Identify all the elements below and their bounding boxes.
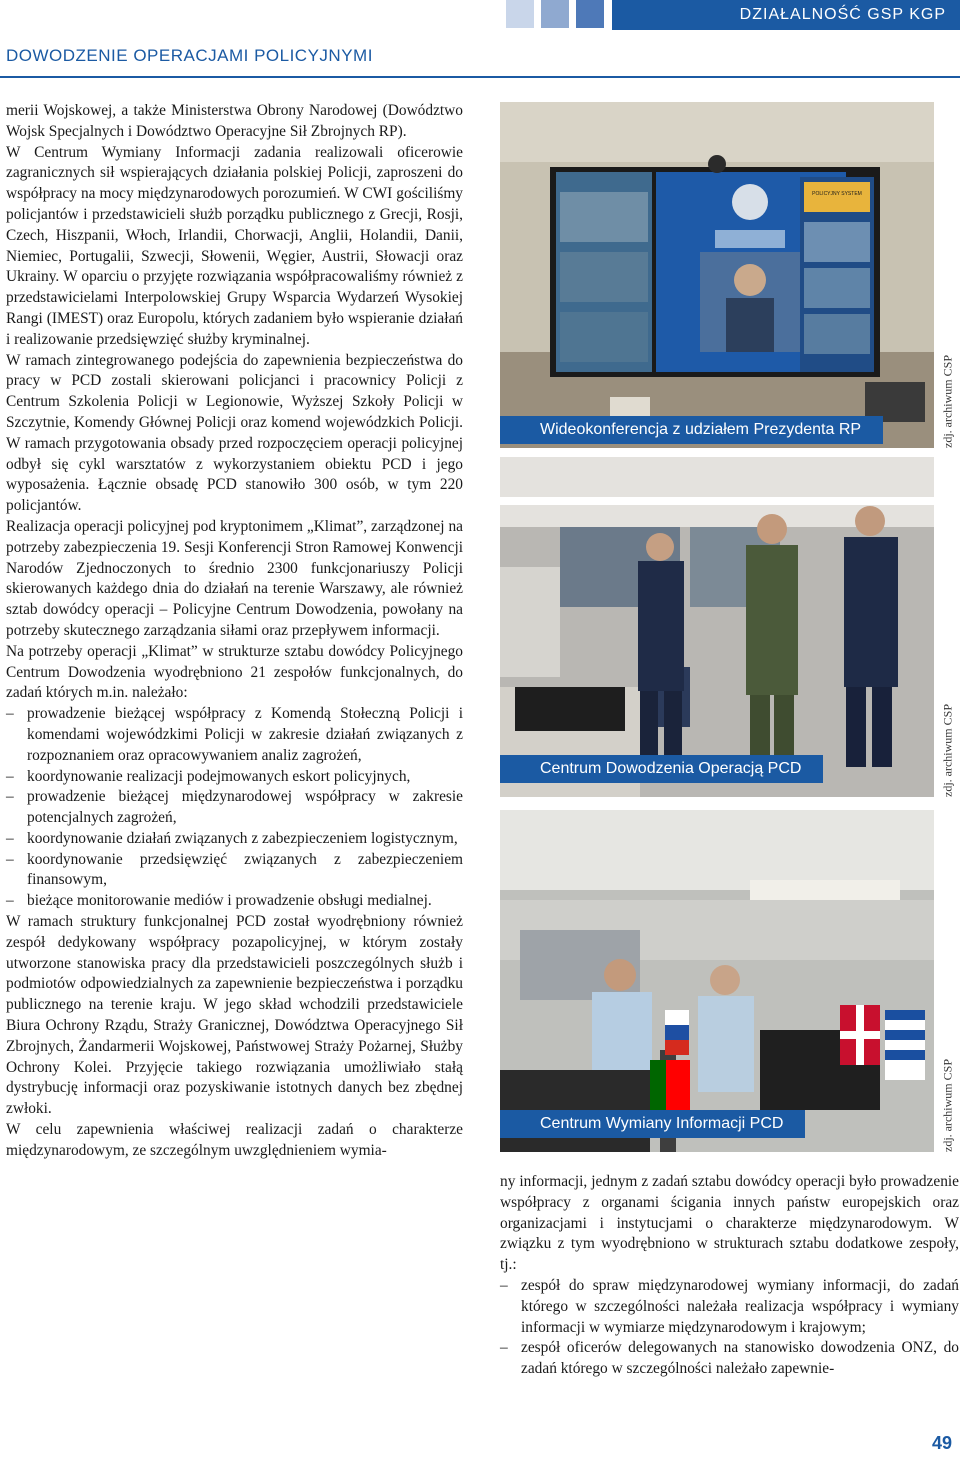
list-item: – koordynowanie realizacji podejmowanych eskort policyjnych, (6, 767, 463, 788)
decorative-square (541, 0, 569, 28)
list-item: – koordynowanie przedsięwzięć związanych z zabezpieczeniem finansowym, (6, 850, 463, 892)
photo-information-center (500, 810, 934, 1152)
paragraph: merii Wojskowej, a także Ministerstwa Obrony Narodowej (Dowództwo Wojsk Specjalnych i Dowództwo Operacyjne Sił Zbrojnych RP). (6, 102, 463, 140)
photo-videoconference (500, 102, 934, 448)
photo-credit: zdj. archiwum CSP (940, 704, 955, 797)
paragraph: ny informacji, jednym z zadań sztabu dowódcy operacji było prowadzenie współpracy z organami ścigania innych państw europejskich oraz organizacjami i instytucjami o charakterze międzynarodowym. W związku z tym wyodrębniono w strukturach sztabu dodatkowe zespoły, tj.: (500, 1173, 959, 1274)
photo-credit: zdj. archiwum CSP (940, 355, 955, 448)
paragraph: W Centrum Wymiany Informacji zadania realizowali oficerowie zagranicznych sił wspierających działania polskiej Policji, zaproszeni do współpracy na mocy międzynarodowych porozumień. W CWI gościliśmy policjantów i przedstawicieli służb porządku publicznego z Grecji, Rosji, Czech, Hiszpanii, Włoch, Irlandii, Chorwacji, Anglii, Holandii, Danii, Niemiec, Portugalii, Szwecji, Słowenii, Węgier, Austrii, Słowacji oraz Ukrainy. W oparciu o przyjęte rozwiązania współpracowaliśmy również z przedstawicielami Interpolowskiej Grupy Wsparcia Wydarzeń Wysokiej Rangi (IMEST) oraz Europolu, których zadaniem było wspieranie działań i realizowanie przedsięwzięć służby kryminalnej. (6, 143, 463, 348)
team-list (500, 1276, 959, 1380)
list-item: – zespół do spraw międzynarodowej wymiany informacji, do zadań którego w szczególności należała realizacja współpracy i wymiany informacji w wymiarze międzynarodowym i krajowym; (500, 1276, 959, 1338)
right-column (500, 1172, 959, 1380)
top-bar (0, 0, 960, 30)
paragraph: Na potrzeby operacji „Klimat” w strukturze sztabu dowódcy Policyjnego Centrum Dowodzenia wyodrębniono 21 zespołów funkcjonalnych, do zadań których m.in. należało: (6, 642, 463, 702)
task-list (6, 704, 463, 912)
list-item: – prowadzenie bieżącej współpracy z Komendą Stołeczną Policji i komendami wojewódzkimi Policji w zakresie działań związanych z rozpoznaniem oraz opracowywaniem analiz zagrożeń, (6, 704, 463, 766)
decorative-square (576, 0, 604, 28)
photo-caption: Wideokonferencja z udziałem Prezydenta RP (500, 416, 883, 444)
paragraph: W ramach struktury funkcjonalnej PCD został wyodrębniony również zespół dedykowany współpracy pozapolicyjnej, w którym zostały utworzone stanowiska pracy dla przedstawicieli poszczególnych służb i podmiotów odpowiedzialnych za zapewnienie bezpieczeństwa i porządku publicznego na terenie kraju. W jego skład wchodzili przedstawiciele Biura Ochrony Rządu, Straży Granicznej, Dowództwa Operacyjnego Sił Zbrojnych, Żandarmerii Wojskowej, Państwowej Straży Pożarnej, Służby Ochrony Kolei. Przyjęcie takiego rozwiązania umożliwiało stałą dystrybucję informacji oraz pozyskiwanie istotnych danych bez zbędnej zwłoki. (6, 913, 463, 1118)
list-item: – zespół oficerów delegowanych na stanowisko dowodzenia ONZ, do zadań którego w szczególności należało zapewnie- (500, 1338, 959, 1380)
paragraph: W celu zapewnienia właściwej realizacji zadań o charakterze międzynarodowym, ze szczególnym uwzględnieniem wymia- (6, 1121, 463, 1159)
paragraph: W ramach zintegrowanego podejścia do zapewnienia bezpieczeństwa do pracy w PCD zostali skierowani policjanci i pracownicy Policji z Centrum Szkolenia Policji w Legionowie, Wyższej Szkoły Policji w Szczytnie, Komendy Głównej Policji oraz komend wojewódzkich Policji. W ramach przygotowania obsady przed rozpoczęciem operacji policyjnej odbył się cykl warsztatów z wykorzystaniem obiektu PCD i jego wyposażenia. Łącznie obsadę PCD stanowiło 300 osób, w tym 220 policjantów. (6, 351, 463, 515)
list-item: – koordynowanie działań związanych z zabezpieczeniem logistycznym, (6, 829, 463, 850)
videoconference-photo (500, 102, 934, 448)
photo-caption: Centrum Wymiany Informacji PCD (500, 1110, 805, 1138)
photo-command-center (500, 457, 934, 797)
list-item: – prowadzenie bieżącej międzynarodowej współpracy w zakresie potencjalnych zagrożeń, (6, 787, 463, 829)
screen-label: POLICYJNY SYSTEM (812, 191, 862, 197)
information-center-photo (500, 810, 934, 1152)
command-center-photo (500, 457, 934, 797)
decorative-square (506, 0, 534, 28)
section-title: DOWODZENIE OPERACJAMI POLICYJNYMI (6, 46, 373, 65)
section-divider (0, 76, 960, 78)
list-item: – bieżące monitorowanie mediów i prowadzenie obsługi medialnej. (6, 891, 463, 912)
page-number: 49 (931, 1433, 952, 1453)
photo-caption: Centrum Dowodzenia Operacją PCD (500, 755, 823, 783)
paragraph: Realizacja operacji policyjnej pod kryptonimem „Klimat”, zarządzonej na potrzeby zabezpieczenia 19. Sesji Konferencji Stron Ramowej Konwencji Narodów Zjednoczonych to średnio 2300 funkcjonariuszy Policji skierowanych każdego dnia do działań na terenie Warszawy, ale również sztab dowódcy operacji – Policyjne Centrum Dowodzenia, powołany na potrzeby skutecznego zarządzania siłami oraz przepływem informacji. (6, 517, 463, 639)
running-header: DZIAŁALNOŚĆ GSP KGP (612, 0, 960, 30)
photo-credit: zdj. archiwum CSP (940, 1059, 955, 1152)
left-column (6, 101, 463, 1162)
